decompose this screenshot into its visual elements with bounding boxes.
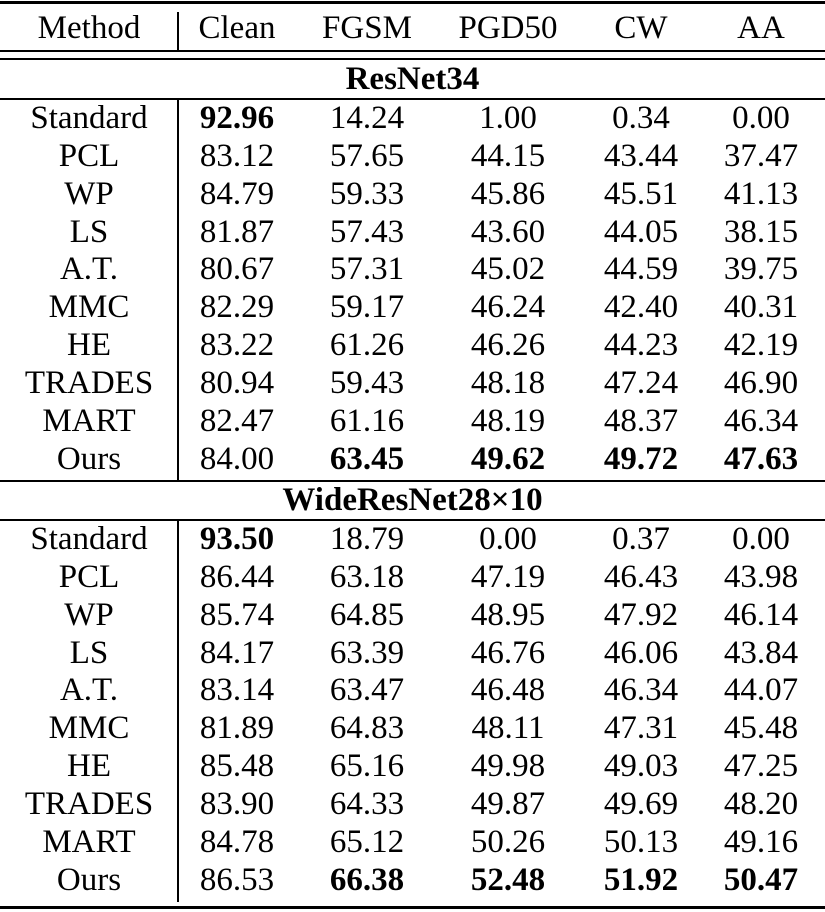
table-row xyxy=(0,558,825,596)
clean-value-cell: 82.29 xyxy=(199,289,275,326)
cw-value-cell: 50.13 xyxy=(603,823,679,860)
method-cell: MMC xyxy=(48,710,130,747)
clean-value-cell: 83.22 xyxy=(199,327,275,364)
method-cell: MMC xyxy=(48,289,130,326)
pgd50-value-cell: 48.95 xyxy=(470,596,546,633)
method-cell: WP xyxy=(64,175,114,212)
cw-value-cell: 45.51 xyxy=(603,175,679,212)
table-row xyxy=(0,402,825,440)
table-row xyxy=(0,250,825,288)
pgd50-value-cell: 45.02 xyxy=(470,251,546,288)
clean-value-cell: 93.50 xyxy=(199,521,275,557)
clean-value-cell: 83.14 xyxy=(199,672,275,709)
aa-value-cell: 40.31 xyxy=(723,289,799,326)
aa-value-cell: 42.19 xyxy=(723,327,799,364)
section-title-resnet34: ResNet34 xyxy=(345,61,480,97)
clean-value-cell: 84.78 xyxy=(199,823,275,860)
fgsm-value-cell: 63.45 xyxy=(329,440,405,477)
method-cell: LS xyxy=(69,213,109,250)
method-cell: HE xyxy=(67,748,111,785)
method-cell: TRADES xyxy=(24,364,154,401)
clean-value-cell: 83.12 xyxy=(199,137,275,174)
pgd50-value-cell: 44.15 xyxy=(470,137,546,174)
table-row xyxy=(0,440,825,478)
fgsm-value-cell: 63.39 xyxy=(329,634,405,671)
clean-value-cell: 85.74 xyxy=(199,596,275,633)
clean-value-cell: 84.17 xyxy=(199,634,275,671)
aa-value-cell: 43.84 xyxy=(723,634,799,671)
fgsm-value-cell: 57.31 xyxy=(329,251,405,288)
fgsm-value-cell: 63.18 xyxy=(329,558,405,595)
cw-value-cell: 46.43 xyxy=(603,558,679,595)
fgsm-value-cell: 59.17 xyxy=(329,289,405,326)
table-row xyxy=(0,99,825,137)
cw-value-cell: 47.92 xyxy=(603,596,679,633)
fgsm-value-cell: 18.79 xyxy=(329,521,405,557)
pgd50-value-cell: 1.00 xyxy=(479,100,537,136)
aa-value-cell: 48.20 xyxy=(723,785,799,822)
table-row xyxy=(0,288,825,326)
fgsm-value-cell: 61.16 xyxy=(329,402,405,439)
table-row xyxy=(0,823,825,861)
section-title-wideresnet: WideResNet28×10 xyxy=(282,482,543,518)
pgd50-value-cell: 48.11 xyxy=(471,710,545,747)
fgsm-value-cell: 14.24 xyxy=(329,100,405,136)
pgd50-value-cell: 48.19 xyxy=(470,402,546,439)
aa-value-cell: 0.00 xyxy=(732,521,790,557)
method-cell: Standard xyxy=(30,100,148,136)
cw-value-cell: 49.72 xyxy=(603,440,679,477)
aa-value-cell: 49.16 xyxy=(723,823,799,860)
clean-value-cell: 80.67 xyxy=(199,251,275,288)
cw-value-cell: 47.31 xyxy=(603,710,679,747)
cw-value-cell: 43.44 xyxy=(603,137,679,174)
fgsm-value-cell: 66.38 xyxy=(329,861,405,898)
header-rule-1 xyxy=(0,50,825,52)
clean-value-cell: 82.47 xyxy=(199,402,275,439)
table-row xyxy=(0,671,825,709)
clean-value-cell: 84.79 xyxy=(199,175,275,212)
table-row xyxy=(0,861,825,899)
fgsm-value-cell: 65.12 xyxy=(329,823,405,860)
aa-value-cell: 45.48 xyxy=(723,710,799,747)
bottom-rule xyxy=(0,906,825,909)
pgd50-value-cell: 43.60 xyxy=(470,213,546,250)
clean-value-cell: 83.90 xyxy=(199,785,275,822)
table-row xyxy=(0,364,825,402)
method-cell: A.T. xyxy=(59,251,119,288)
cw-value-cell: 42.40 xyxy=(603,289,679,326)
cw-value-cell: 44.59 xyxy=(603,251,679,288)
method-cell: PCL xyxy=(58,558,120,595)
cw-value-cell: 44.23 xyxy=(603,327,679,364)
pgd50-value-cell: 49.98 xyxy=(470,748,546,785)
clean-value-cell: 81.87 xyxy=(199,213,275,250)
top-rule xyxy=(0,1,825,4)
aa-value-cell: 44.07 xyxy=(723,672,799,709)
pgd50-value-cell: 48.18 xyxy=(470,364,546,401)
cw-value-cell: 0.37 xyxy=(612,521,670,557)
header-pgd50: PGD50 xyxy=(458,10,558,46)
aa-value-cell: 46.14 xyxy=(723,596,799,633)
pgd50-value-cell: 46.48 xyxy=(470,672,546,709)
clean-value-cell: 81.89 xyxy=(199,710,275,747)
method-cell: TRADES xyxy=(24,785,154,822)
table-row xyxy=(0,596,825,634)
fgsm-value-cell: 59.43 xyxy=(329,364,405,401)
pgd50-value-cell: 46.26 xyxy=(470,327,546,364)
cw-value-cell: 46.06 xyxy=(603,634,679,671)
aa-value-cell: 47.25 xyxy=(723,748,799,785)
aa-value-cell: 46.34 xyxy=(723,402,799,439)
table-row xyxy=(0,747,825,785)
method-cell: PCL xyxy=(58,137,120,174)
aa-value-cell: 43.98 xyxy=(723,558,799,595)
method-cell: Ours xyxy=(56,861,122,898)
method-cell: HE xyxy=(67,327,111,364)
aa-value-cell: 39.75 xyxy=(723,251,799,288)
method-cell: Standard xyxy=(30,521,148,557)
aa-value-cell: 46.90 xyxy=(723,364,799,401)
clean-value-cell: 92.96 xyxy=(199,100,275,136)
aa-value-cell: 41.13 xyxy=(723,175,799,212)
clean-value-cell: 80.94 xyxy=(199,364,275,401)
table-row xyxy=(0,709,825,747)
fgsm-value-cell: 64.83 xyxy=(329,710,405,747)
cw-value-cell: 51.92 xyxy=(603,861,679,898)
pgd50-value-cell: 52.48 xyxy=(470,861,546,898)
table-row xyxy=(0,785,825,823)
cw-value-cell: 44.05 xyxy=(603,213,679,250)
pgd50-value-cell: 47.19 xyxy=(470,558,546,595)
method-cell: A.T. xyxy=(59,672,119,709)
cw-value-cell: 0.34 xyxy=(612,100,670,136)
fgsm-value-cell: 65.16 xyxy=(329,748,405,785)
pgd50-value-cell: 45.86 xyxy=(470,175,546,212)
aa-value-cell: 38.15 xyxy=(723,213,799,250)
method-cell: MART xyxy=(42,823,136,860)
cw-value-cell: 49.03 xyxy=(603,748,679,785)
clean-value-cell: 86.44 xyxy=(199,558,275,595)
fgsm-value-cell: 59.33 xyxy=(329,175,405,212)
fgsm-value-cell: 64.33 xyxy=(329,785,405,822)
pgd50-value-cell: 46.24 xyxy=(470,289,546,326)
method-cell: LS xyxy=(69,634,109,671)
header-clean: Clean xyxy=(198,10,276,46)
header-cw: CW xyxy=(614,10,668,46)
aa-value-cell: 37.47 xyxy=(723,137,799,174)
fgsm-value-cell: 57.65 xyxy=(329,137,405,174)
cw-value-cell: 49.69 xyxy=(603,785,679,822)
table-row xyxy=(0,634,825,672)
method-cell: WP xyxy=(64,596,114,633)
pgd50-value-cell: 50.26 xyxy=(470,823,546,860)
table-row xyxy=(0,137,825,175)
header-fgsm: FGSM xyxy=(322,10,412,46)
fgsm-value-cell: 63.47 xyxy=(329,672,405,709)
cw-value-cell: 47.24 xyxy=(603,364,679,401)
cw-value-cell: 46.34 xyxy=(603,672,679,709)
table-row xyxy=(0,175,825,213)
pgd50-value-cell: 0.00 xyxy=(479,521,537,557)
table-row xyxy=(0,326,825,364)
aa-value-cell: 47.63 xyxy=(723,440,799,477)
pgd50-value-cell: 49.87 xyxy=(470,785,546,822)
header-aa: AA xyxy=(737,10,785,46)
aa-value-cell: 0.00 xyxy=(732,100,790,136)
method-cell: MART xyxy=(42,402,136,439)
header-method: Method xyxy=(37,10,141,46)
clean-value-cell: 86.53 xyxy=(199,861,275,898)
cw-value-cell: 48.37 xyxy=(603,402,679,439)
header-row xyxy=(0,9,825,47)
fgsm-value-cell: 64.85 xyxy=(329,596,405,633)
fgsm-value-cell: 57.43 xyxy=(329,213,405,250)
aa-value-cell: 50.47 xyxy=(723,861,799,898)
clean-value-cell: 84.00 xyxy=(199,440,275,477)
fgsm-value-cell: 61.26 xyxy=(329,327,405,364)
clean-value-cell: 85.48 xyxy=(199,748,275,785)
method-cell: Ours xyxy=(56,440,122,477)
table-row xyxy=(0,520,825,558)
pgd50-value-cell: 49.62 xyxy=(470,440,546,477)
table-row xyxy=(0,213,825,251)
pgd50-value-cell: 46.76 xyxy=(470,634,546,671)
